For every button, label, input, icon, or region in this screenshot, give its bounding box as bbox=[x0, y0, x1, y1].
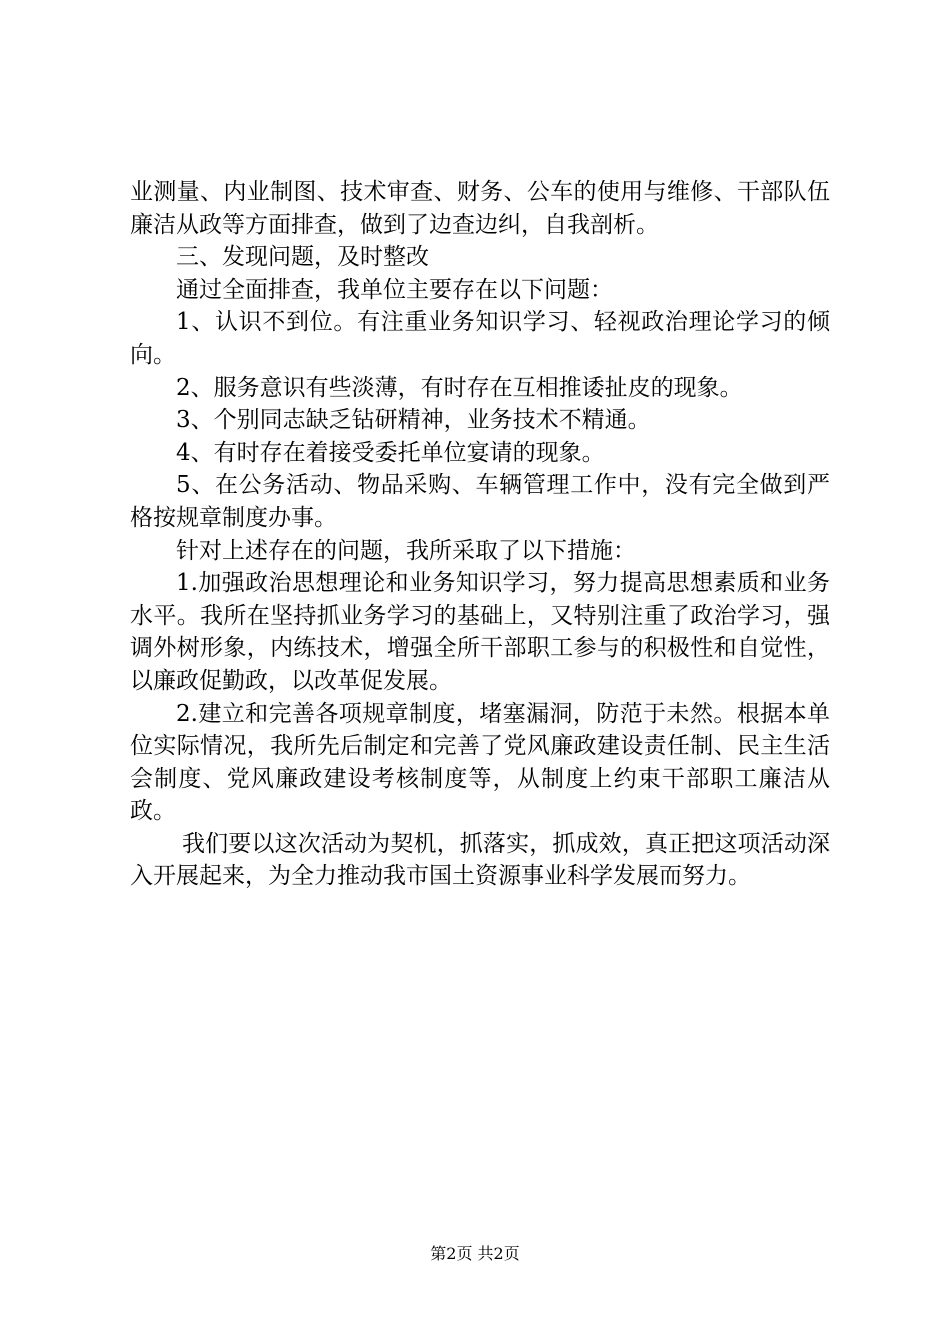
paragraph-continuation: 业测量、内业制图、技术审查、财务、公车的使用与维修、干部队伍廉洁从政等方面排查，做到了边查边纠，自我剖析。 bbox=[130, 179, 830, 238]
measure-item-1: 1.加强政治思想理论和业务知识学习，努力提高思想素质和业务水平。我所在坚持抓业务学习的基础上，又特别注重了政治学习，强调外树形象，内练技术，增强全所干部职工参与的积极性和自觉性，以廉政促勤政，以改革促发展。 bbox=[130, 570, 830, 694]
problem-item-2: 2、服务意识有些淡薄，有时存在互相推诿扯皮的现象。 bbox=[176, 374, 743, 401]
measures-intro: 针对上述存在的问题，我所采取了以下措施： bbox=[176, 537, 636, 564]
closing-paragraph: 我们要以这次活动为契机，抓落实，抓成效，真正把这项活动深入开展起来，为全力推动我市国土资源事业科学发展而努力。 bbox=[130, 830, 830, 890]
problem-item-1: 1、认识不到位。有注重业务知识学习、轻视政治理论学习的倾向。 bbox=[130, 309, 830, 368]
problem-item-5: 5、在公务活动、物品采购、车辆管理工作中，没有完全做到严格按规章制度办事。 bbox=[130, 472, 830, 531]
paragraph-intro: 通过全面排查，我单位主要存在以下问题： bbox=[176, 276, 613, 303]
problem-item-4: 4、有时存在着接受委托单位宴请的现象。 bbox=[176, 439, 605, 466]
page-number-footer: 第2页 共2页 bbox=[430, 1244, 520, 1263]
section-heading: 三、发现问题，及时整改 bbox=[176, 244, 429, 271]
problem-item-3: 3、个别同志缺乏钻研精神，业务技术不精通。 bbox=[176, 407, 651, 434]
measure-item-2: 2.建立和完善各项规章制度，堵塞漏洞，防范于未然。根据本单位实际情况，我所先后制定和完善了党风廉政建设责任制、民主生活会制度、党风廉政建设考核制度等，从制度上约束干部职工廉洁从政。 bbox=[130, 700, 830, 825]
document-body bbox=[130, 176, 830, 893]
